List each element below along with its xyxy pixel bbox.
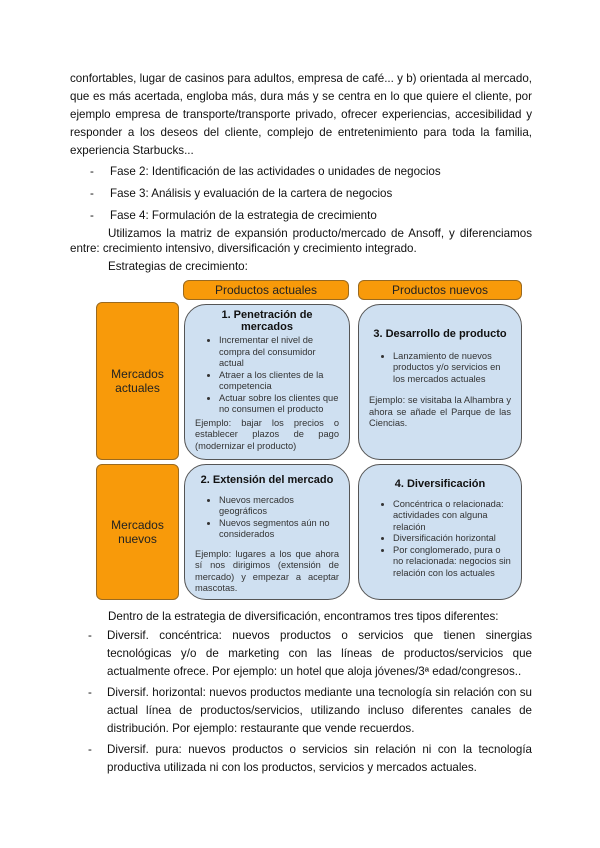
ansoff-paragraph: Utilizamos la matriz de expansión producto/mercado de Ansoff, y diferenciamos entre: crecimiento intensivo, diversificación y crecimiento integrado.: [70, 227, 532, 255]
diversification-item: [88, 627, 532, 681]
cell-bullet: • Incrementar el nivel de compra del consumidor actual: [219, 335, 339, 370]
diversification-intro: Dentro de la estrategia de diversificación, encontramos tres tipos diferentes:: [108, 610, 499, 623]
strategies-label: Estrategias de crecimiento:: [108, 260, 248, 273]
row-header-current-markets: Mercados actuales: [96, 302, 179, 460]
col-header-new-products: Productos nuevos: [358, 280, 522, 300]
col-header-current-products: Productos actuales: [183, 280, 349, 300]
cell-diversification: [358, 464, 522, 600]
diversification-text: Diversif. horizontal: nuevos productos mediante una tecnología sin relación con su actual línea de productos/servicios, utilizando incluso diferentes canales de distribución. Por ejemplo: restaurante que vende recuerdos.: [107, 686, 532, 735]
dash: -: [88, 743, 92, 756]
diversification-item: [88, 741, 532, 777]
diversification-item: [88, 684, 532, 738]
intro-paragraph: confortables, lugar de casinos para adultos, empresa de café... y b) orientada al mercado, que es más acertada, engloba más, dura más y se centra en lo que quiere el cliente, por ejemplo empresa de transporte/transporte privado, ofrecer experiencias, accesibilidad y responder a los deseos del cliente, complejo de entretenimiento para toda la familia, experiencia Starbucks...: [70, 72, 532, 157]
cell-example: Ejemplo: se visitaba la Alhambra y ahora se añade el Parque de las Ciencias.: [369, 395, 511, 428]
phase-item: [90, 207, 530, 225]
dash: -: [90, 209, 94, 222]
cell-bullet: • Atraer a los clientes de la competencia: [219, 370, 339, 393]
cell-title: 2. Extensión del mercado: [200, 474, 334, 486]
cell-title: 4. Diversificación: [394, 478, 486, 490]
phase-item: [90, 163, 530, 181]
cell-example: Ejemplo: lugares a los que ahora sí nos dirigimos (extensión de mercado) y empezar a aceptar mascotas.: [195, 548, 339, 593]
cell-bullet: • Nuevos segmentos aún no considerados: [219, 518, 339, 541]
diversification-text: Diversif. pura: nuevos productos o servicios sin relación ni con la tecnología productiva utilizada ni con los productos, servicios y mercados actuales.: [107, 743, 532, 774]
phase-text: Fase 3: Análisis y evaluación de la cartera de negocios: [110, 187, 393, 200]
dash: -: [90, 187, 94, 200]
cell-example: Ejemplo: bajar los precios o establecer plazos de pago (modernizar el producto): [195, 417, 339, 451]
cell-bullet: • Diversificación horizontal: [393, 533, 511, 545]
dash: -: [88, 686, 92, 699]
phase-text: Fase 2: Identificación de las actividades o unidades de negocios: [110, 165, 441, 178]
cell-bullet: • Por conglomerado, pura o no relacionada: negocios sin relación con los actuales: [393, 545, 511, 580]
cell-bullet: • Concéntrica o relacionada: actividades con alguna relación: [393, 499, 511, 534]
phase-item: [90, 185, 530, 203]
cell-market-penetration: [184, 304, 350, 460]
cell-bullet: • Actuar sobre los clientes que no consumen el producto: [219, 393, 339, 416]
cell-market-extension: [184, 464, 350, 600]
diversification-text: Diversif. concéntrica: nuevos productos o servicios que tienen sinergias tecnológicas y/o de marketing con las líneas de productos/servicios que actualmente ofrece. Por ejemplo: un hotel que aloja jóvenes/3ª edad/congresos..: [107, 629, 532, 678]
cell-title: 3. Desarrollo de producto: [373, 328, 507, 340]
cell-bullet: • Nuevos mercados geográficos: [219, 495, 339, 518]
phase-text: Fase 4: Formulación de la estrategia de crecimiento: [110, 209, 377, 222]
row-header-new-markets: Mercados nuevos: [96, 464, 179, 600]
dash: -: [90, 165, 94, 178]
dash: -: [88, 629, 92, 642]
cell-product-development: [358, 304, 522, 460]
cell-title: 1. Penetración de mercados: [221, 309, 313, 333]
cell-bullet: • Lanzamiento de nuevos productos y/o servicios en los mercados actuales: [393, 351, 511, 386]
